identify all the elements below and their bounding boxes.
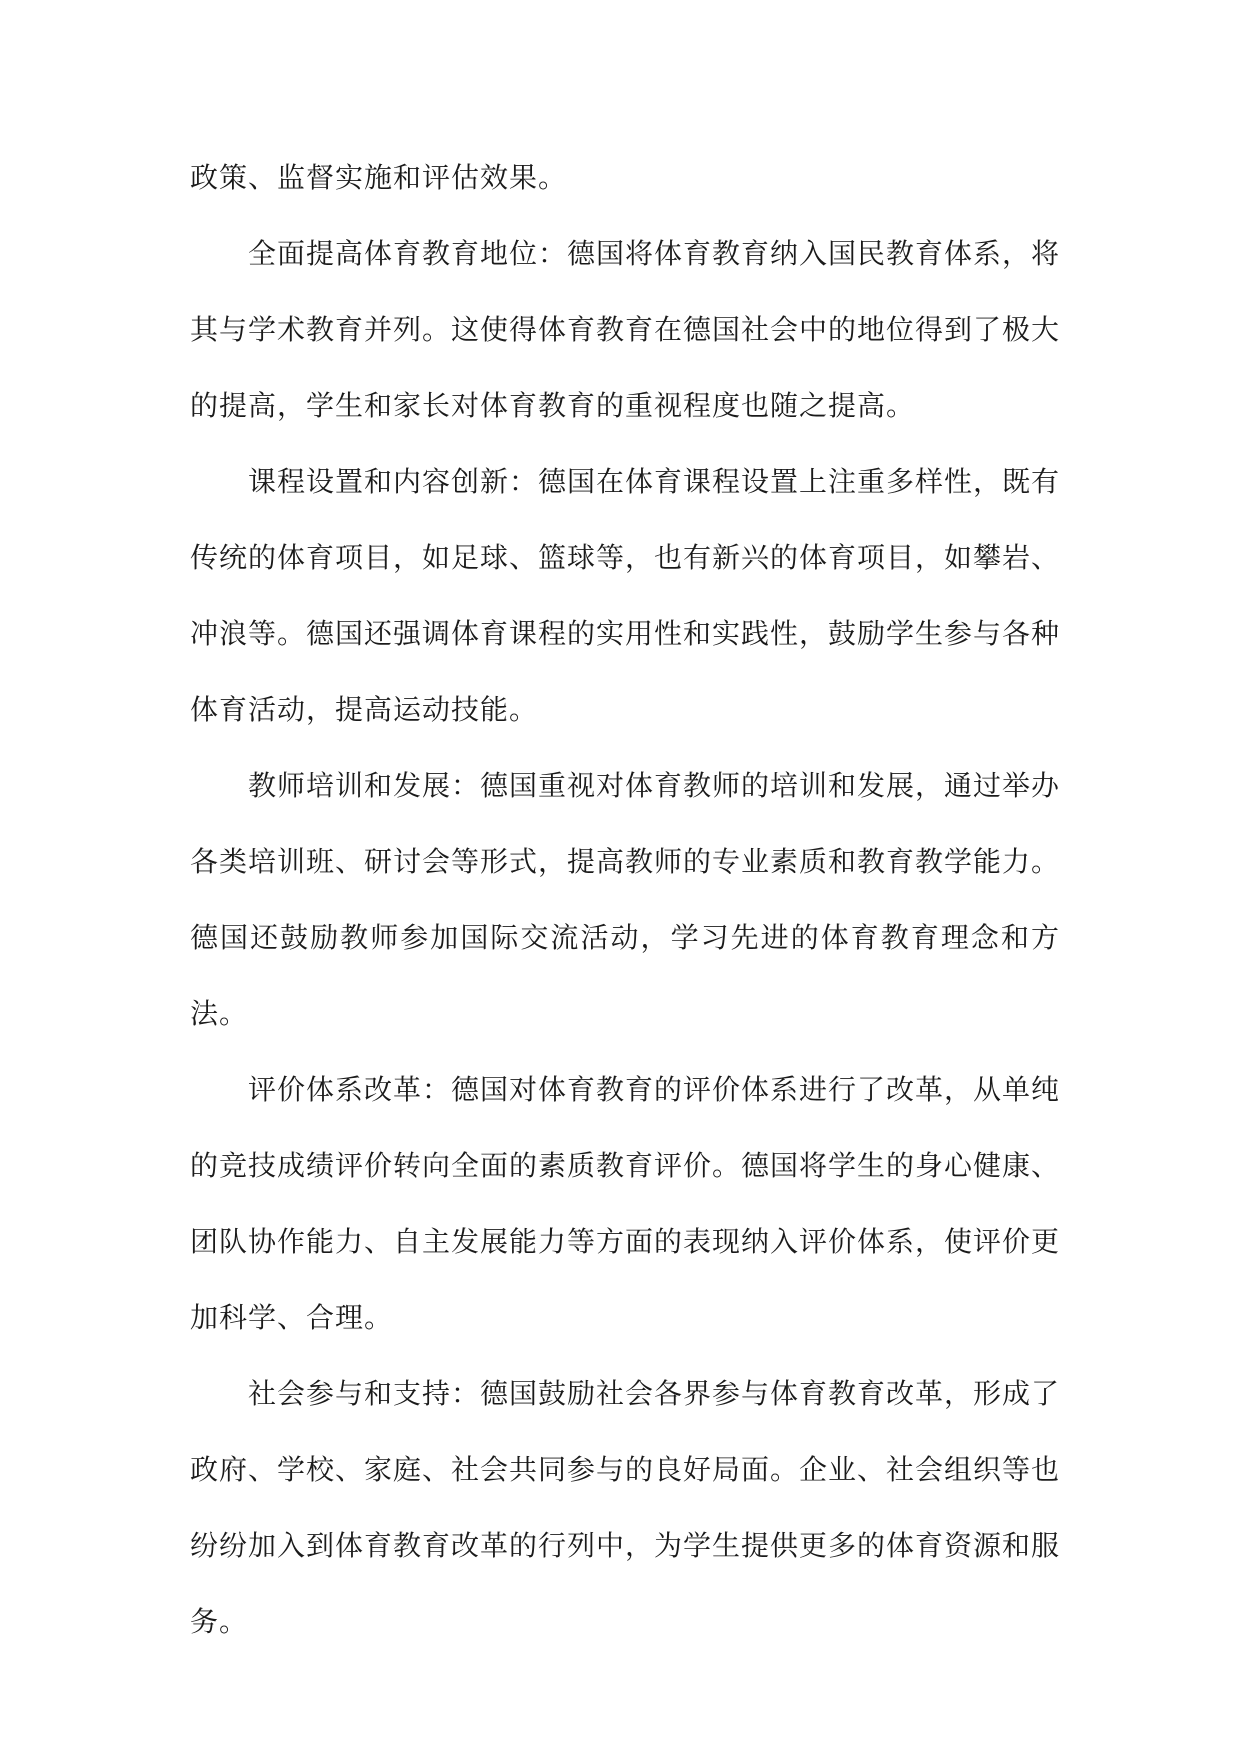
paragraph-curriculum: 课程设置和内容创新：德国在体育课程设置上注重多样性，既有传统的体育项目，如足球、篮球等，也有新兴的体育项目，如攀岩、冲浪等。德国还强调体育课程的实用性和实践性，鼓励学生参与各种体育活动，提高运动技能。 <box>190 465 1061 726</box>
paragraph-sports-status: 全面提高体育教育地位：德国将体育教育纳入国民教育体系，将其与学术教育并列。这使得体育教育在德国社会中的地位得到了极大的提高，学生和家长对体育教育的重视程度也随之提高。 <box>190 237 1061 422</box>
paragraph-evaluation-reform: 评价体系改革：德国对体育教育的评价体系进行了改革，从单纯的竞技成绩评价转向全面的素质教育评价。德国将学生的身心健康、团队协作能力、自主发展能力等方面的表现纳入评价体系，使评价更加科学、合理。 <box>190 1073 1061 1334</box>
paragraph-teacher-training: 教师培训和发展：德国重视对体育教师的培训和发展，通过举办各类培训班、研讨会等形式，提高教师的专业素质和教育教学能力。德国还鼓励教师参加国际交流活动，学习先进的体育教育理念和方法。 <box>190 769 1061 1030</box>
paragraph-social-participation: 社会参与和支持：德国鼓励社会各界参与体育教育改革，形成了政府、学校、家庭、社会共同参与的良好局面。企业、社会组织等也纷纷加入到体育教育改革的行列中，为学生提供更多的体育资源和服务。 <box>190 1377 1061 1638</box>
document-body <box>190 140 1060 1660</box>
paragraph-continuation: 政策、监督实施和评估效果。 <box>190 161 568 194</box>
